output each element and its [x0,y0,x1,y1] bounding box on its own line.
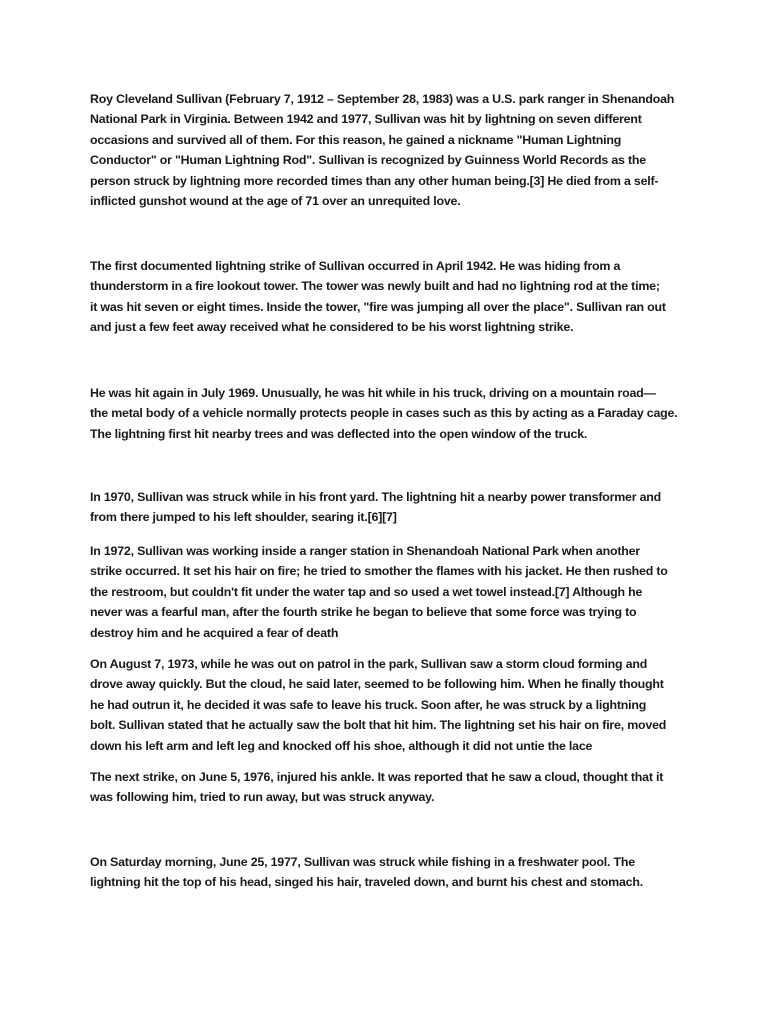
text-line: Roy Cleveland Sullivan (February 7, 1912 – September 28, 1983) was a U.S. park ranger in Shenandoah [90,92,675,106]
text-line: down his left arm and left leg and knocked off his shoe, although it did not untie the lace [90,738,593,753]
text-line: strike occurred. It set his hair on fire; he tried to smother the flames with his jacket. He then rushed to [90,564,668,579]
text-line: the metal body of a vehicle normally protects people in cases such as this by acting as a Faraday cage. [90,406,678,421]
text-line: The first documented lightning strike of Sullivan occurred in April 1942. He was hiding from a [90,259,621,273]
text-line: was following him, tried to run away, but was struck anyway. [90,790,435,805]
text-line: and just a few feet away received what he considered to be his worst lightning strike. [90,320,574,335]
text-line: lightning hit the top of his head, singed his hair, traveled down, and burnt his chest and stomach. [90,875,643,890]
text-line: it was hit seven or eight times. Inside the tower, "fire was jumping all over the place". Sullivan ran out [90,299,666,314]
text-line: On August 7, 1973, while he was out on patrol in the park, Sullivan saw a storm cloud forming and [90,657,648,671]
paragraph-1972-strike [90,541,692,643]
text-line: On Saturday morning, June 25, 1977, Sullivan was struck while fishing in a freshwater pool. The [90,855,635,869]
paragraph-intro [90,89,692,211]
text-line: In 1972, Sullivan was working inside a ranger station in Shenandoah National Park when another [90,544,640,558]
text-line: he had outrun it, he decided it was safe to leave his truck. Soon after, he was struck by a lightning [90,697,647,712]
paragraph-1942-strike [90,256,692,338]
text-line: Conductor" or "Human Lightning Rod". Sullivan is recognized by Guinness World Records as the [90,153,646,168]
text-line: drove away quickly. But the cloud, he said later, seemed to be following him. When he finally thought [90,677,664,692]
text-line: the restroom, but couldn't fit under the water tap and so used a wet towel instead.[7] Although he [90,584,643,599]
text-line: He was hit again in July 1969. Unusually, he was hit while in his truck, driving on a mountain road— [90,386,656,400]
text-line: from there jumped to his left shoulder, searing it.[6][7] [90,510,397,525]
text-line: thunderstorm in a fire lookout tower. The tower was newly built and had no lightning rod at the time; [90,279,660,294]
paragraph-1970-strike [90,487,692,528]
text-line: bolt. Sullivan stated that he actually saw the bolt that hit him. The lightning set his hair on fire, moved [90,718,667,733]
text-line: The lightning first hit nearby trees and was deflected into the open window of the truck. [90,426,588,441]
text-line: National Park in Virginia. Between 1942 and 1977, Sullivan was hit by lightning on seven different [90,112,642,127]
text-line: The next strike, on June 5, 1976, injured his ankle. It was reported that he saw a cloud, thought that it [90,770,664,784]
text-line: never was a fearful man, after the fourth strike he began to believe that some force was trying to [90,605,637,620]
text-line: occasions and survived all of them. For this reason, he gained a nickname "Human Lightning [90,132,622,147]
text-line: destroy him and he acquired a fear of death [90,625,339,640]
text-line: In 1970, Sullivan was struck while in his front yard. The lightning hit a nearby power transformer and [90,490,662,504]
paragraph-1976-strike [90,767,692,808]
paragraph-1977-strike [90,852,692,893]
paragraph-1969-strike [90,383,692,444]
text-line: inflicted gunshot wound at the age of 71 over an unrequited love. [90,194,461,209]
text-line: person struck by lightning more recorded times than any other human being.[3] He died from a self- [90,173,659,188]
paragraph-1973-strike [90,654,692,756]
